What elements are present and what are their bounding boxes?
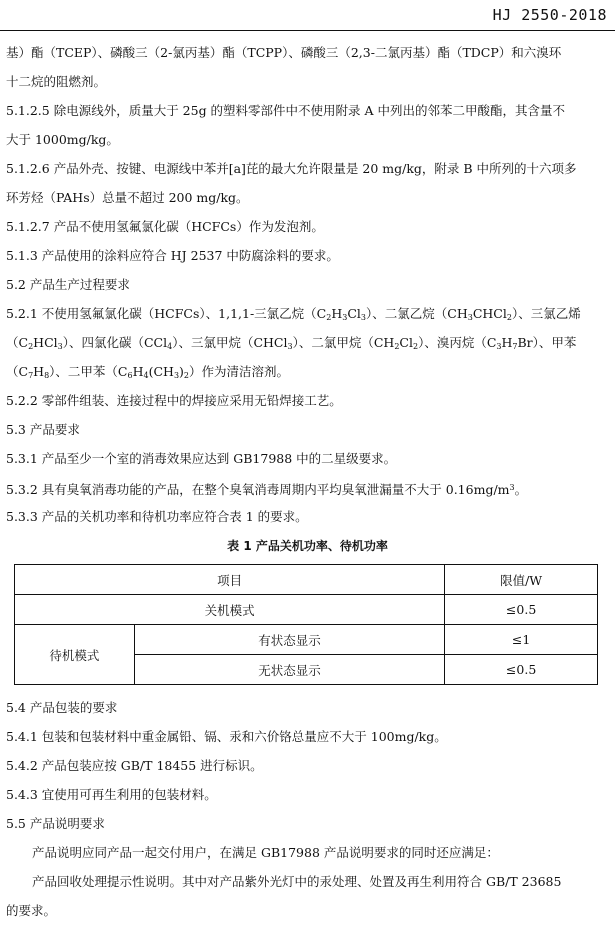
formula-text: H (501, 335, 513, 350)
text-line-content: 5.1.2.5 除电源线外，质量大于 25g 的塑料零部件中不使用附录 A 中列出的邻苯二甲酸酯，其含量不 (6, 103, 566, 118)
text-line (6, 780, 609, 809)
formula-text: Cl (399, 335, 413, 350)
ozone-unit-exponent: 3 (509, 483, 515, 492)
formula-subscript: 3 (360, 313, 366, 322)
text-line (6, 125, 609, 154)
text-line (6, 444, 609, 473)
formula-text: Cl (347, 306, 361, 321)
document-id: HJ 2550-2018 (492, 6, 607, 24)
formula-subscript: 4 (143, 371, 149, 380)
power-limit-table (14, 564, 598, 685)
formula-subscript: 3 (496, 342, 502, 351)
text-line-content: 5.3.3 产品的关机功率和待机功率应符合表 1 的要求。 (6, 509, 308, 524)
table-row-off-mode (15, 595, 598, 625)
formula-text: （C (6, 335, 29, 350)
formula-subscript: 7 (28, 371, 34, 380)
text-line-content: 5.4.1 包装和包装材料中重金属铅、镉、汞和六价铬总量应不大于 100mg/kg。 (6, 729, 447, 744)
solvent-line-1 (6, 299, 581, 328)
text-line-5-2-1-c (6, 357, 609, 386)
text-line-content: 5.1.2.6 产品外壳、按键、电源线中苯并[a]芘的最大允许限量是 20 mg/kg，附录 B 中所列的十六项多 (6, 161, 577, 176)
paragraph-block-c (6, 502, 609, 531)
formula-subscript: 3 (342, 313, 348, 322)
standby-mode-label: 待机模式 (15, 625, 135, 685)
text-line-content: 基）酯（TCEP）、磷酸三（2-氯丙基）酯（TCPP）、磷酸三（2,3-二氯丙基）酯（TDCP）和六溴环 (6, 45, 562, 60)
text-line-content: 5.4.2 产品包装应按 GB/T 18455 进行标识。 (6, 758, 263, 773)
formula-text: HCl (33, 335, 58, 350)
ozone-end: 。 (514, 482, 528, 497)
formula-subscript: 8 (44, 371, 50, 380)
text-line (6, 386, 609, 415)
instruction-text-3: 的要求。 (6, 903, 57, 918)
formula-text: ）、二甲苯（C (49, 364, 128, 379)
instruction-text-1: 产品说明应同产品一起交付用户，在满足 GB17988 产品说明要求的同时还应满足： (32, 845, 499, 860)
formula-text: CHCl (472, 306, 507, 321)
table-caption: 表 1 产品关机功率、待机功率 (227, 539, 388, 553)
instruction-text-2: 产品回收处理提示性说明。其中对产品紫外光灯中的汞处理、处置及再生利用符合 GB/T 23685 (32, 874, 562, 889)
formula-subscript: 2 (412, 342, 419, 351)
table-header-row (15, 565, 598, 595)
off-mode-label: 关机模式 (15, 595, 445, 625)
text-line-5-5-a (6, 838, 609, 867)
text-line-content: 5.3 产品要求 (6, 422, 80, 437)
formula-subscript: 3 (57, 342, 63, 351)
text-line (6, 502, 609, 531)
formula-subscript: 3 (173, 371, 180, 380)
formula-text: Br）、甲苯 (517, 335, 577, 350)
formula-text: ）作为清洁溶剂。 (189, 364, 290, 379)
formula-text: ）、三氯乙烯 (511, 306, 581, 321)
formula-subscript: 6 (127, 371, 133, 380)
text-line (6, 96, 609, 125)
with-display-label: 有状态显示 (134, 625, 444, 655)
paragraph-block-b (6, 386, 609, 473)
text-line (6, 183, 609, 212)
formula-text: H (331, 306, 343, 321)
formula-text: ）、四氯化碳（CCl (62, 335, 168, 350)
text-line (6, 67, 609, 96)
with-display-limit: ≤1 (445, 625, 598, 655)
text-line-5-2-1-a (6, 299, 609, 328)
no-display-label: 无状态显示 (134, 655, 444, 685)
text-line (6, 270, 609, 299)
formula-subscript: 3 (287, 342, 293, 351)
solvent-line-3 (6, 364, 289, 379)
text-line-content: 5.2 产品生产过程要求 (6, 277, 130, 292)
text-line (6, 693, 609, 722)
text-line-content: 5.1.2.7 产品不使用氢氟氯化碳（HCFCs）作为发泡剂。 (6, 219, 324, 234)
formula-subscript: 2 (183, 371, 190, 380)
text-line (6, 809, 609, 838)
page-content (6, 38, 609, 925)
formula-text: ) (179, 364, 184, 379)
formula-subscript: 2 (28, 342, 34, 351)
no-display-limit: ≤0.5 (445, 655, 598, 685)
header-limit: 限值/W (445, 565, 598, 595)
formula-subscript: 4 (167, 342, 173, 351)
text-line-5-3-2 (6, 473, 609, 502)
formula-text: （C (6, 364, 29, 379)
formula-subscript: 2 (326, 313, 332, 322)
header-item: 项目 (15, 565, 445, 595)
text-line (6, 415, 609, 444)
formula-text: (CH (148, 364, 174, 379)
paragraph-block-a (6, 38, 609, 299)
text-line-content: 5.4 产品包装的要求 (6, 700, 118, 715)
text-line (6, 241, 609, 270)
text-line-content: 5.1.3 产品使用的涂料应符合 HJ 2537 中防腐涂料的要求。 (6, 248, 339, 263)
text-line-5-5-b (6, 867, 609, 896)
formula-text: H (132, 364, 144, 379)
table-row-standby-with-display (15, 625, 598, 655)
solvent-line-2 (6, 328, 576, 357)
text-line (6, 154, 609, 183)
formula-text: 5.2.1 不使用氢氟氯化碳（HCFCs）、1,1,1-三氯乙烷（C (6, 306, 327, 321)
text-line-5-5-c (6, 896, 609, 925)
text-line-content: 环芳烃（PAHs）总量不超过 200 mg/kg。 (6, 190, 249, 205)
header-rule (0, 30, 615, 31)
text-line-5-2-1-b (6, 328, 609, 357)
formula-subscript: 2 (394, 342, 400, 351)
text-line (6, 751, 609, 780)
formula-subscript: 2 (506, 313, 512, 322)
text-line-content: 5.4.3 宜使用可再生利用的包装材料。 (6, 787, 217, 802)
formula-text: H (33, 364, 45, 379)
text-line-content: 十二烷的阻燃剂。 (6, 74, 107, 89)
text-line (6, 38, 609, 67)
formula-subscript: 3 (467, 313, 473, 322)
text-line-content: 5.3.1 产品至少一个室的消毒效果应达到 GB17988 中的二星级要求。 (6, 451, 397, 466)
text-line-content: 5.2.2 零部件组装、连接过程中的焊接应采用无铅焊接工艺。 (6, 393, 342, 408)
text-line-content: 大于 1000mg/kg。 (6, 132, 119, 147)
formula-text: ）、溴丙烷（C (418, 335, 497, 350)
formula-text: ）、三氯甲烷（CHCl (172, 335, 288, 350)
text-line-content: 5.5 产品说明要求 (6, 816, 105, 831)
ozone-text: 5.3.2 具有臭氧消毒功能的产品，在整个臭氧消毒周期内平均臭氧泄漏量不大于 0.16mg/m (6, 482, 510, 497)
text-line (6, 212, 609, 241)
formula-text: ）、二氯乙烷（CH (366, 306, 468, 321)
off-mode-limit: ≤0.5 (445, 595, 598, 625)
text-line (6, 722, 609, 751)
formula-text: ）、二氯甲烷（CH (292, 335, 395, 350)
paragraph-block-d (6, 693, 609, 838)
formula-subscript: 7 (512, 342, 518, 351)
